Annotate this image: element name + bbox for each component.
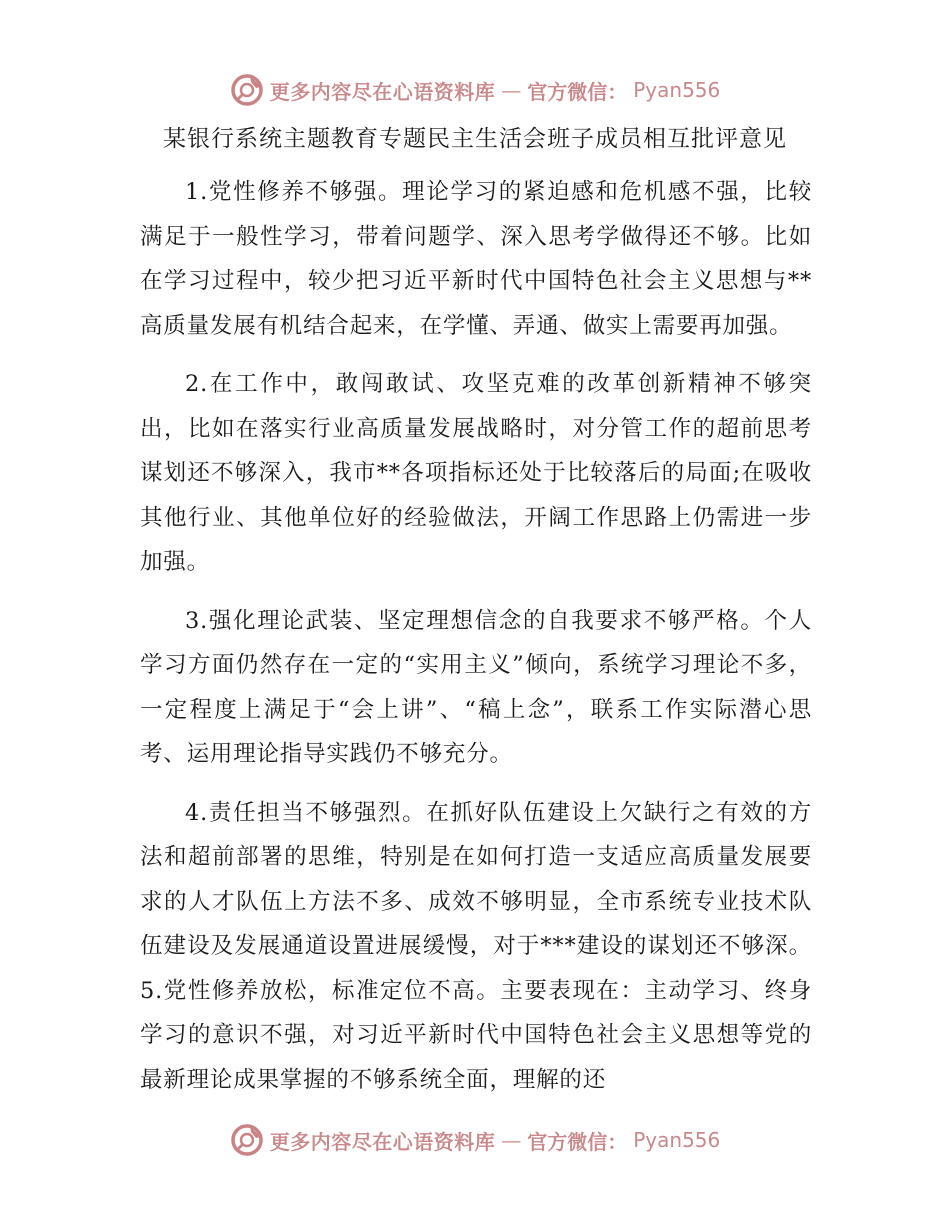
banner-main-text: 更多内容尽在心语资料库	[269, 1129, 496, 1154]
banner-separator: —	[501, 1128, 522, 1152]
footer-banner	[0, 1120, 950, 1160]
banner-label: 官方微信：	[527, 79, 628, 104]
seal-logo-icon	[230, 1123, 264, 1157]
document-body	[140, 170, 812, 1116]
banner-wechat-id: Pyan556	[633, 78, 721, 102]
seal-logo-icon	[230, 73, 264, 107]
banner-wechat-id: Pyan556	[633, 1128, 721, 1152]
document-title: 某银行系统主题教育专题民主生活会班子成员相互批评意见	[163, 126, 787, 152]
banner-label: 官方微信：	[527, 1129, 628, 1154]
banner-main-text: 更多内容尽在心语资料库	[269, 79, 496, 104]
paragraph-2: 2.在工作中，敢闯敢试、攻坚克难的改革创新精神不够突出，比如在落实行业高质量发展战略时，对分管工作的超前思考谋划还不够深入，我市**各项指标还处于比较落后的局面;在吸收其他行业、其他单位好的经验做法，开阔工作思路上仍需进一步加强。	[140, 371, 812, 575]
paragraph-4: 4.责任担当不够强烈。在抓好队伍建设上欠缺行之有效的方法和超前部署的思维，特别是在如何打造一支适应高质量发展要求的人才队伍上方法不多、成效不够明显，全市系统专业技术队伍建设及发展通道设置进展缓慢，对于***建设的谋划还不够深。5.党性修养放松，标准定位不高。主要表现在：主动学习、终身学习的意识不强，对习近平新时代中国特色社会主义思想等党的最新理论成果掌握的不够系统全面，理解的还	[140, 799, 812, 1093]
header-banner	[0, 70, 950, 110]
paragraph-3: 3.强化理论武装、坚定理想信念的自我要求不够严格。个人学习方面仍然存在一定的“实用主义”倾向，系统学习理论不多，一定程度上满足于“会上讲”、“稿上念”，联系工作实际潜心思考、运用理论指导实践仍不够充分。	[140, 607, 812, 767]
banner-separator: —	[501, 78, 522, 102]
paragraph-1: 1.党性修养不够强。理论学习的紧迫感和危机感不强，比较满足于一般性学习，带着问题学、深入思考学做得还不够。比如在学习过程中，较少把习近平新时代中国特色社会主义思想与**高质量发展有机结合起来，在学懂、弄通、做实上需要再加强。	[140, 179, 812, 339]
